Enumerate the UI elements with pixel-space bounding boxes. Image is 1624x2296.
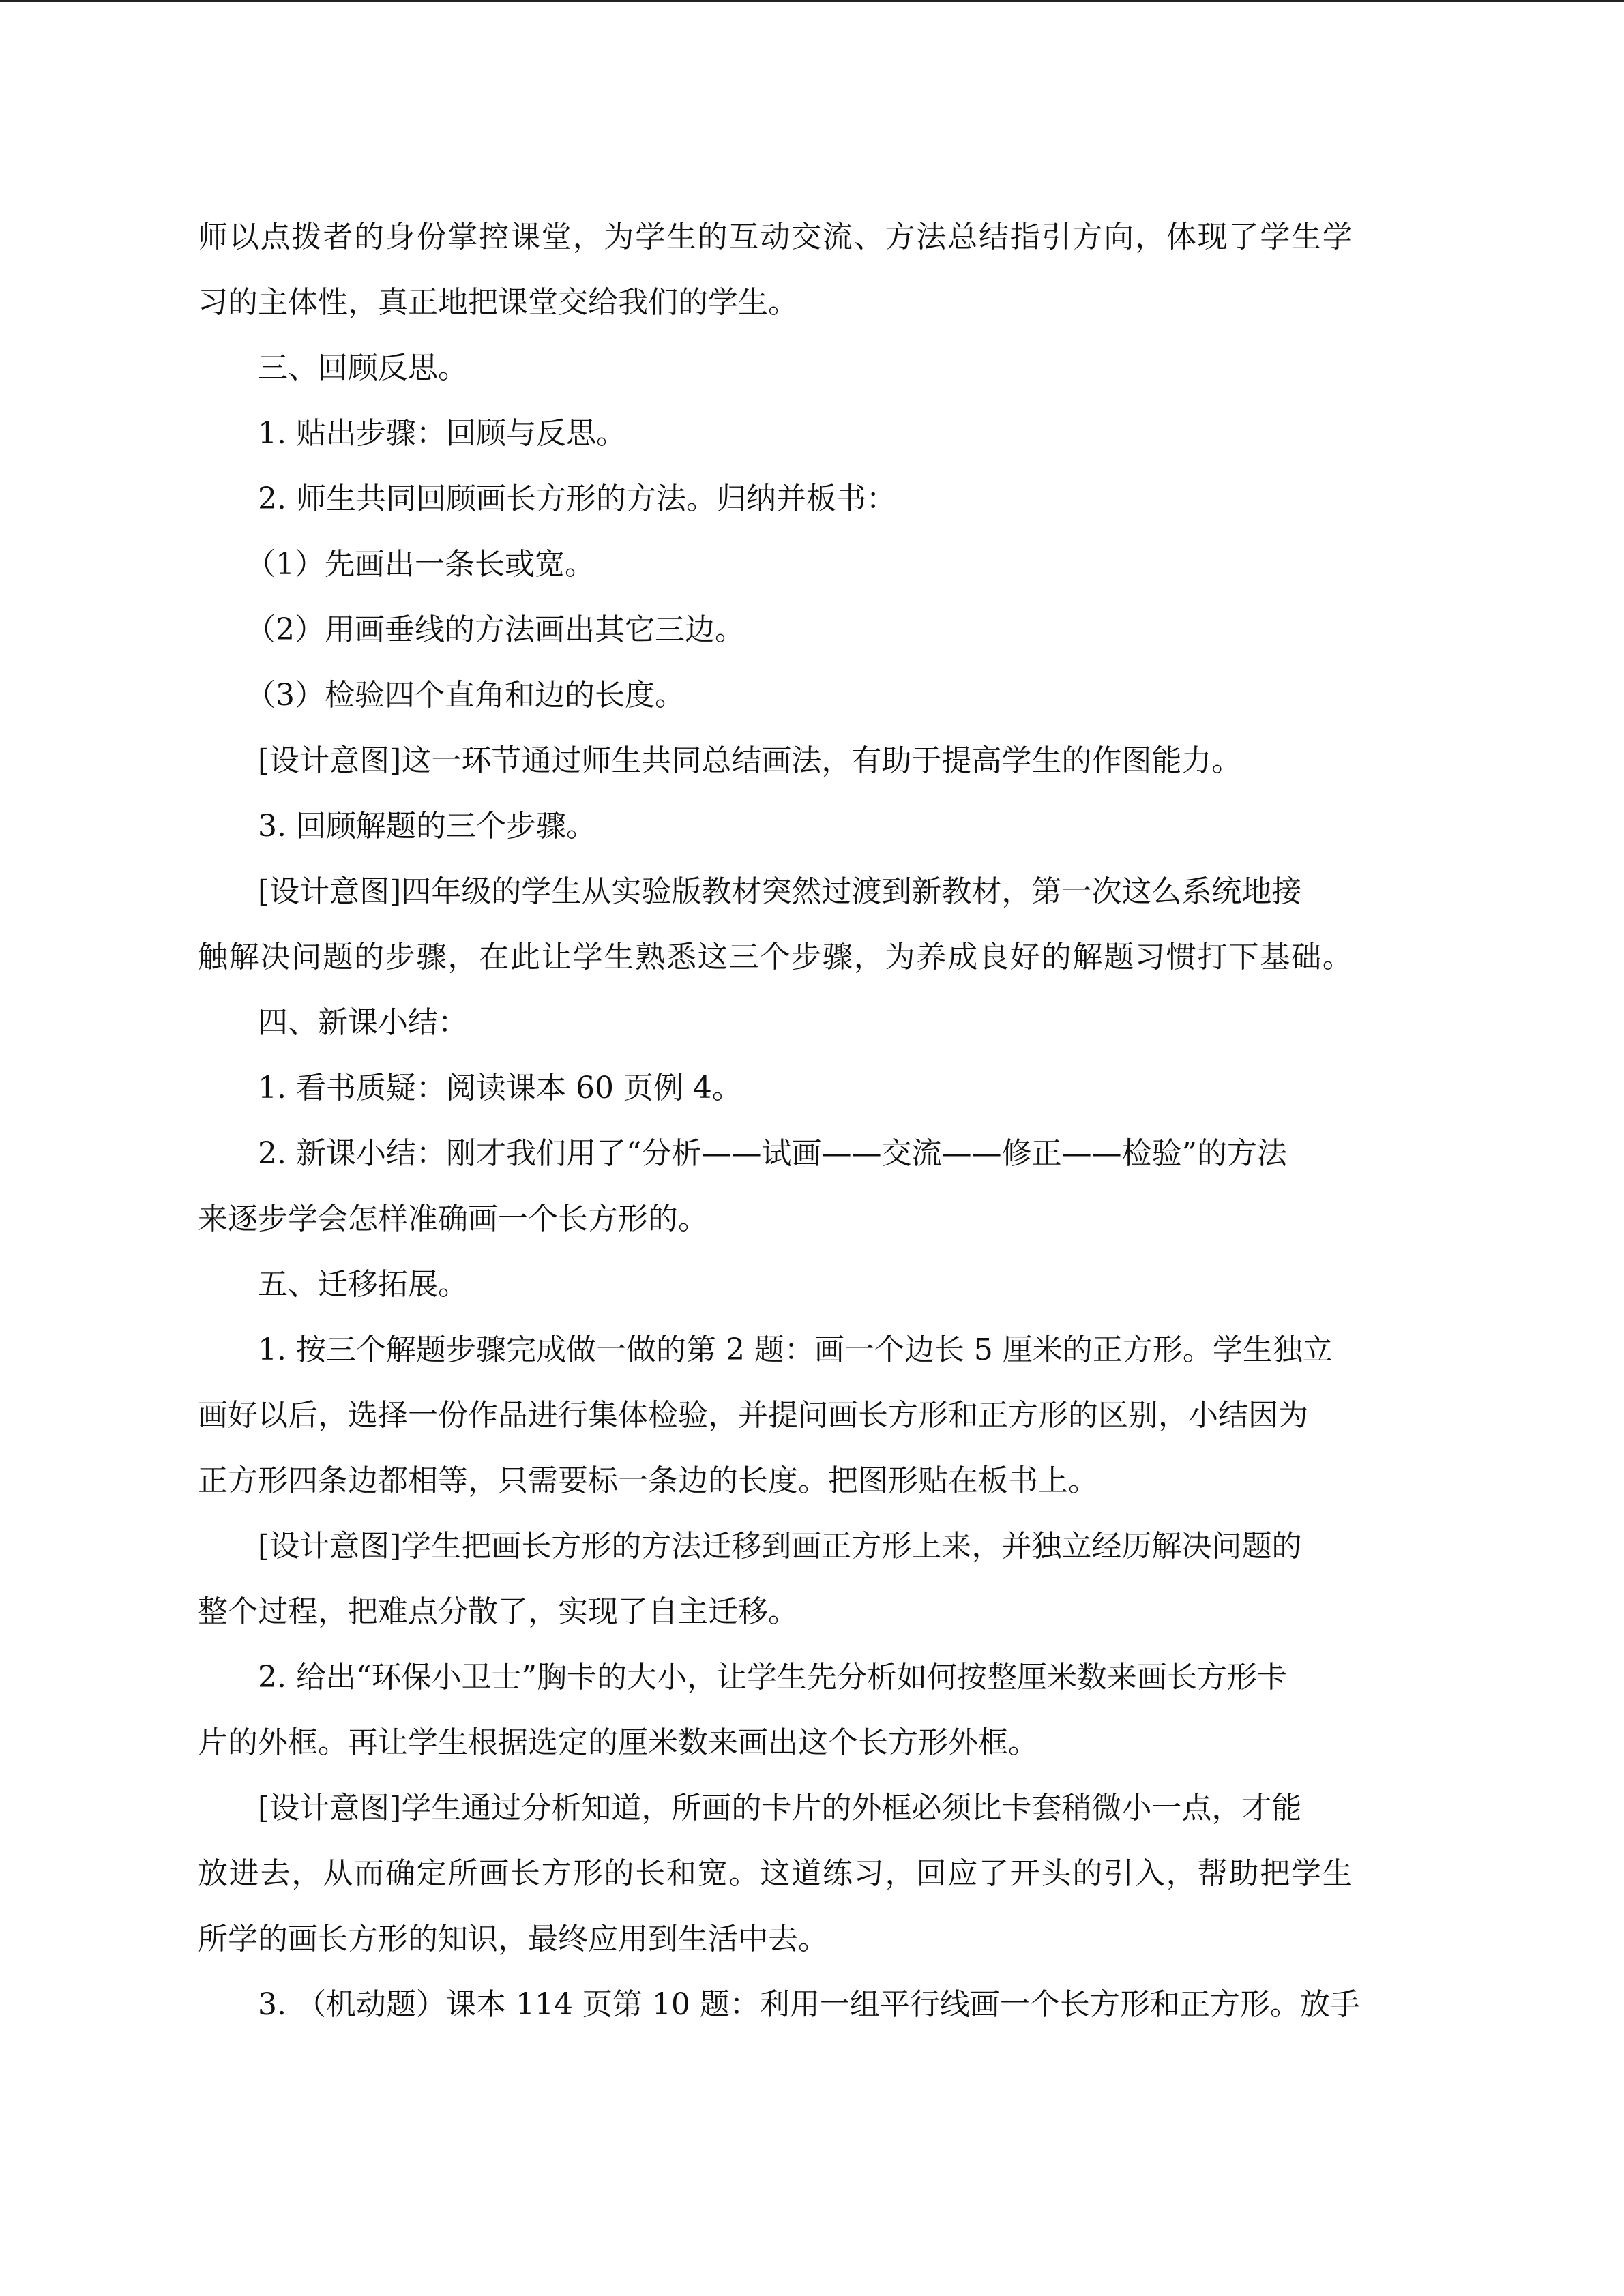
text-line: 习的主体性，真正地把课堂交给我们的学生。 — [198, 285, 798, 320]
list-item: 2. 给出“环保小卫士”胸卡的大小，让学生先分析如何按整厘米数来画长方形卡 — [258, 1660, 1287, 1695]
list-item: 2. 师生共同回顾画长方形的方法。归纳并板书： — [258, 481, 896, 516]
text-line: 放进去，从而确定所画长方形的长和宽。这道练习，回应了开头的引入，帮助把学生 — [198, 1856, 1354, 1891]
list-item: 1. 贴出步骤：回顾与反思。 — [258, 416, 626, 451]
list-item: 1. 看书质疑：阅读课本 60 页例 4。 — [258, 1071, 742, 1105]
section-heading: 五、迁移拓展。 — [258, 1267, 468, 1302]
list-item: 2. 新课小结：刚才我们用了“分析——试画——交流——修正——检验”的方法 — [258, 1136, 1287, 1171]
section-heading: 四、新课小结： — [258, 1005, 468, 1040]
top-border-line — [0, 0, 1624, 2]
text-line: 来逐步学会怎样准确画一个长方形的。 — [198, 1202, 708, 1236]
text-line: 所学的画长方形的知识，最终应用到生活中去。 — [198, 1922, 828, 1956]
list-item: 1. 按三个解题步骤完成做一做的第 2 题：画一个边长 5 厘米的正方形。学生独立 — [258, 1332, 1333, 1367]
design-intent-note: [设计意图]学生通过分析知道，所画的卡片的外框必须比卡套稍微小一点，才能 — [258, 1791, 1302, 1825]
design-intent-note: [设计意图]四年级的学生从实验版教材突然过渡到新教材，第一次这么系统地接 — [258, 874, 1302, 909]
document-body — [198, 205, 1432, 2038]
list-item: 3. 回顾解题的三个步骤。 — [258, 809, 596, 844]
text-line: 正方形四条边都相等，只需要标一条边的长度。把图形贴在板书上。 — [198, 1463, 1098, 1498]
section-heading: 三、回顾反思。 — [258, 351, 468, 385]
list-item: （3）检验四个直角和边的长度。 — [246, 678, 685, 713]
list-item: （1）先画出一条长或宽。 — [246, 547, 595, 582]
text-line: 师以点拨者的身份掌控课堂，为学生的互动交流、方法总结指引方向，体现了学生学 — [198, 220, 1354, 254]
design-intent-note: [设计意图]学生把画长方形的方法迁移到画正方形上来，并独立经历解决问题的 — [258, 1529, 1302, 1564]
design-intent-note: [设计意图]这一环节通过师生共同总结画法，有助于提高学生的作图能力。 — [258, 743, 1242, 778]
text-line: 触解决问题的步骤，在此让学生熟悉这三个步骤，为养成良好的解题习惯打下基础。 — [198, 940, 1354, 974]
text-line: 片的外框。再让学生根据选定的厘米数来画出这个长方形外框。 — [198, 1725, 1038, 1760]
text-line: 整个过程，把难点分散了，实现了自主迁移。 — [198, 1594, 798, 1629]
list-item: 3. （机动题）课本 114 页第 10 题：利用一组平行线画一个长方形和正方形。放手 — [258, 1987, 1360, 2022]
text-line: 画好以后，选择一份作品进行集体检验，并提问画长方形和正方形的区别，小结因为 — [198, 1398, 1308, 1433]
list-item: （2）用画垂线的方法画出其它三边。 — [246, 612, 745, 647]
